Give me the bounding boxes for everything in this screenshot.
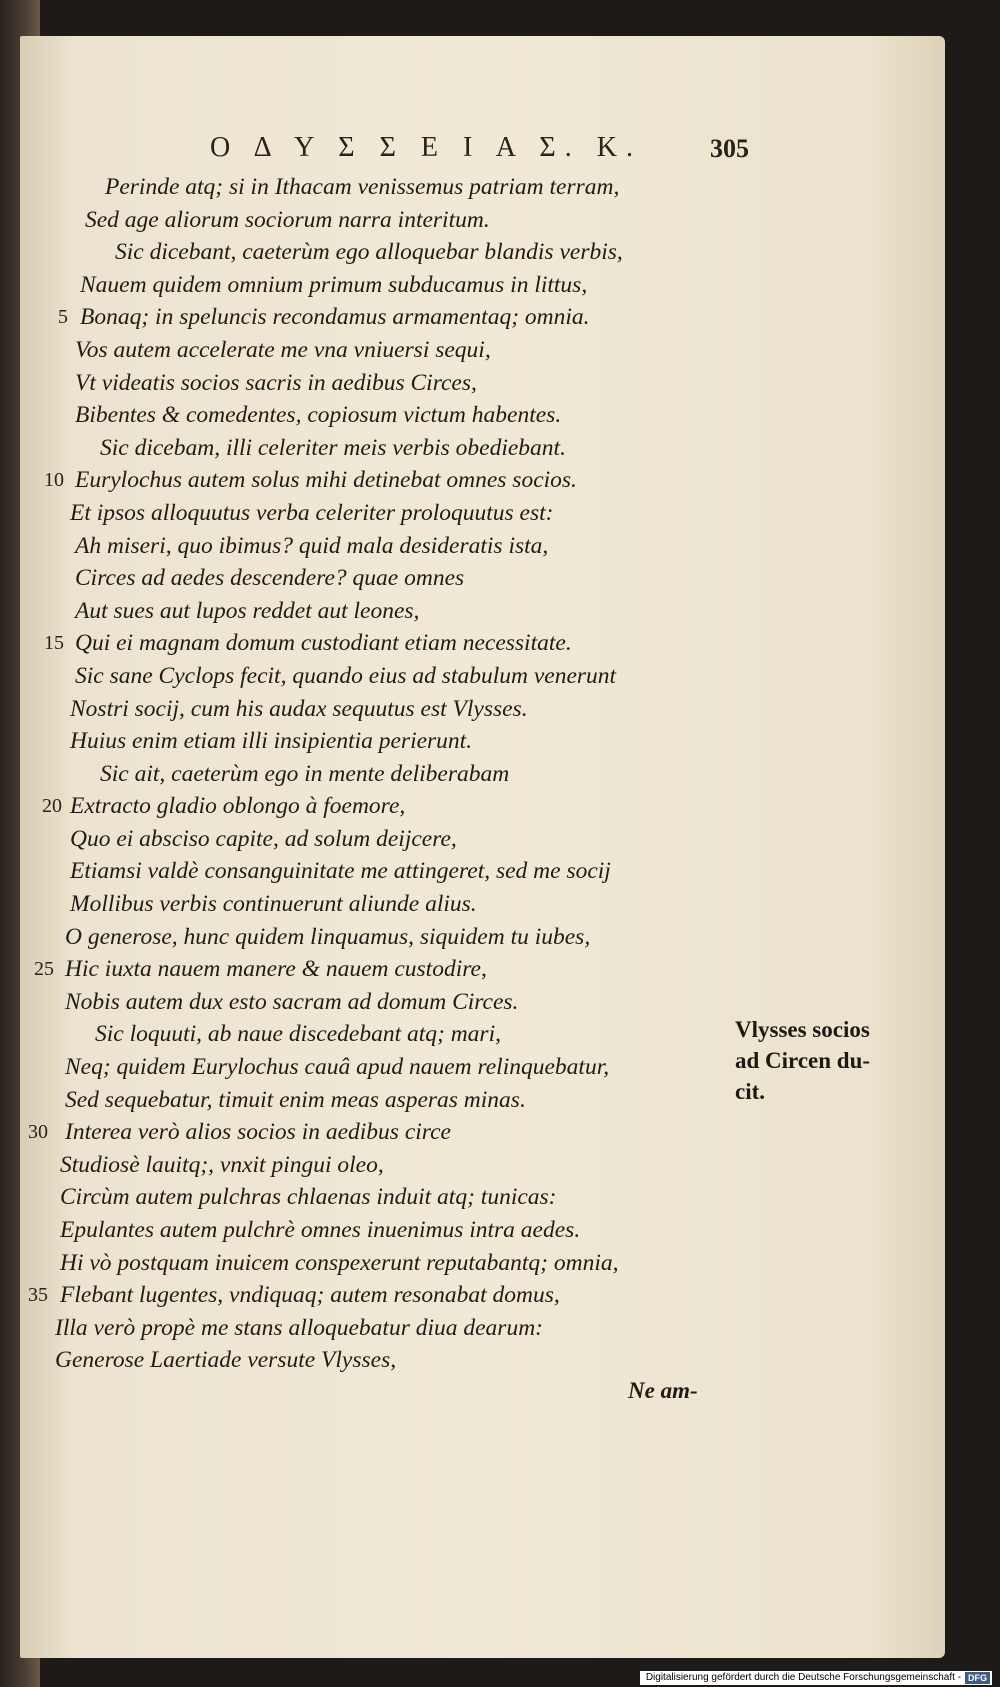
verse-line: [20, 1018, 740, 1051]
verse-line: [20, 432, 740, 465]
verse-block: [20, 171, 740, 1377]
verse-text: Circùm autem pulchras chlaenas induit atq; tunicas:: [60, 1184, 557, 1211]
verse-line: [20, 855, 740, 888]
verse-line: [20, 693, 740, 726]
marginal-note-line: ad Circen du-: [735, 1048, 871, 1073]
page-number: 305: [710, 134, 749, 163]
verse-line: [20, 921, 740, 954]
verse-line: [20, 790, 740, 823]
verse-text: Huius enim etiam illi insipientia perierunt.: [70, 728, 473, 755]
verse-line: [20, 595, 740, 628]
verse-text: Quo ei absciso capite, ad solum deijcere,: [70, 825, 457, 852]
verse-line: [20, 334, 740, 367]
verse-text: Sic loquuti, ab naue discedebant atq; mari,: [95, 1021, 501, 1048]
verse-text: Sic ait, caeterùm ego in mente deliberabam: [100, 760, 510, 787]
verse-text: Perinde atq; si in Ithacam venissemus patriam terram,: [105, 174, 620, 200]
verse-text: Sed sequebatur, timuit enim meas asperas minas.: [65, 1086, 526, 1113]
verse-text: Et ipsos alloquutus verba celeriter proloquutus est:: [70, 499, 554, 526]
line-number: 25: [34, 958, 54, 981]
verse-line: [20, 725, 740, 758]
verse-text: Epulantes autem pulchrè omnes inuenimus intra aedes.: [60, 1217, 581, 1243]
verse-line: [20, 953, 740, 986]
digitization-credit: [640, 1671, 992, 1685]
verse-line: [20, 758, 740, 791]
verse-line: [20, 823, 740, 856]
line-number: 20: [42, 795, 62, 818]
verse-text: Interea verò alios socios in aedibus circe: [65, 1119, 451, 1146]
verse-text: Vt videatis socios sacris in aedibus Circes,: [75, 369, 477, 396]
verse-text: Nostri socij, cum his audax sequutus est Vlysses.: [70, 695, 528, 722]
verse-text: Generose Laertiade versute Vlysses,: [55, 1347, 397, 1374]
line-number: 35: [28, 1284, 48, 1307]
verse-text: Bibentes & comedentes, copiosum victum habentes.: [75, 402, 562, 429]
verse-text: Ah miseri, quo ibimus? quid mala desideratis ista,: [75, 532, 549, 559]
verse-text: Sic dicebam, illi celeriter meis verbis obediebant.: [100, 434, 566, 461]
verse-line: [20, 1214, 740, 1247]
line-number: 5: [58, 306, 68, 329]
line-number: 15: [44, 632, 64, 655]
verse-line: [20, 1149, 740, 1182]
verse-text: Aut sues aut lupos reddet aut leones,: [75, 597, 420, 624]
verse-line: [20, 1051, 740, 1084]
verse-line: [20, 497, 740, 530]
verse-text: Studiosè lauitq;, vnxit pingui oleo,: [60, 1151, 384, 1178]
verse-text: Etiamsi valdè consanguinitate me attingeret, sed me socij: [70, 858, 611, 885]
verse-text: Qui ei magnam domum custodiant etiam necessitate.: [75, 630, 572, 657]
verse-line: [20, 1344, 740, 1377]
verse-line: [20, 367, 740, 400]
verse-text: Illa verò propè me stans alloquebatur diua dearum:: [55, 1314, 544, 1341]
verse-text: Neq; quidem Eurylochus cauâ apud nauem relinquebatur,: [65, 1054, 610, 1081]
verse-text: Vos autem accelerate me vna vniuersi sequi,: [75, 336, 491, 363]
verse-text: Nobis autem dux esto sacram ad domum Circes.: [65, 988, 519, 1015]
verse-text: Sed age aliorum sociorum narra interitum.: [85, 206, 490, 233]
verse-line: [20, 562, 740, 595]
verse-line: [20, 627, 740, 660]
verse-text: Mollibus verbis continuerunt aliunde alius.: [70, 891, 477, 918]
credit-text: Digitalisierung gefördert durch die Deutsche Forschungsgemeinschaft -: [645, 1672, 961, 1683]
line-number: 30: [28, 1121, 48, 1144]
verse-line: [20, 1312, 740, 1345]
verse-line: [20, 1279, 740, 1312]
verse-text: Extracto gladio oblongo à foemore,: [70, 793, 406, 820]
verse-line: [20, 301, 740, 334]
verse-line: [20, 204, 740, 237]
verse-line: [20, 530, 740, 563]
verse-line: [20, 1247, 740, 1280]
verse-line: [20, 1116, 740, 1149]
catchword: Ne am-: [628, 1378, 698, 1403]
verse-text: O generose, hunc quidem linquamus, siquidem tu iubes,: [65, 923, 591, 950]
verse-text: Bonaq; in speluncis recondamus armamentaq; omnia.: [80, 304, 590, 331]
verse-text: Hic iuxta nauem manere & nauem custodire,: [65, 956, 487, 983]
verse-text: Circes ad aedes descendere? quae omnes: [75, 565, 465, 592]
verse-line: [20, 399, 740, 432]
verse-line: [20, 1084, 740, 1117]
line-number: 10: [44, 469, 64, 492]
verse-line: [20, 660, 740, 693]
marginal-note-line: Vlysses socios: [735, 1017, 870, 1042]
verse-text: Eurylochus autem solus mihi detinebat omnes socios.: [75, 467, 577, 494]
marginal-note: [735, 1014, 915, 1107]
verse-text: Sic dicebant, caeterùm ego alloquebar blandis verbis,: [115, 239, 623, 266]
verse-text: Sic sane Cyclops fecit, quando eius ad stabulum venerunt: [75, 662, 617, 689]
running-head: Ο Δ Υ Σ Σ Ε Ι Α Σ. K.: [210, 132, 642, 163]
verse-line: [20, 269, 740, 302]
verse-line: [20, 986, 740, 1019]
verse-line: [20, 464, 740, 497]
marginal-note-line: cit.: [735, 1079, 766, 1104]
dfg-logo: DFG: [965, 1672, 990, 1684]
verse-text: Flebant lugentes, vndiquaq; autem resonabat domus,: [60, 1282, 560, 1309]
verse-line: [20, 888, 740, 921]
verse-text: Hi vò postquam inuicem conspexerunt reputabantq; omnia,: [60, 1249, 619, 1276]
verse-line: [20, 236, 740, 269]
verse-text: Nauem quidem omnium primum subducamus in littus,: [80, 271, 588, 298]
verse-line: [20, 1181, 740, 1214]
verse-line: [20, 171, 740, 204]
book-page: [20, 36, 945, 1658]
